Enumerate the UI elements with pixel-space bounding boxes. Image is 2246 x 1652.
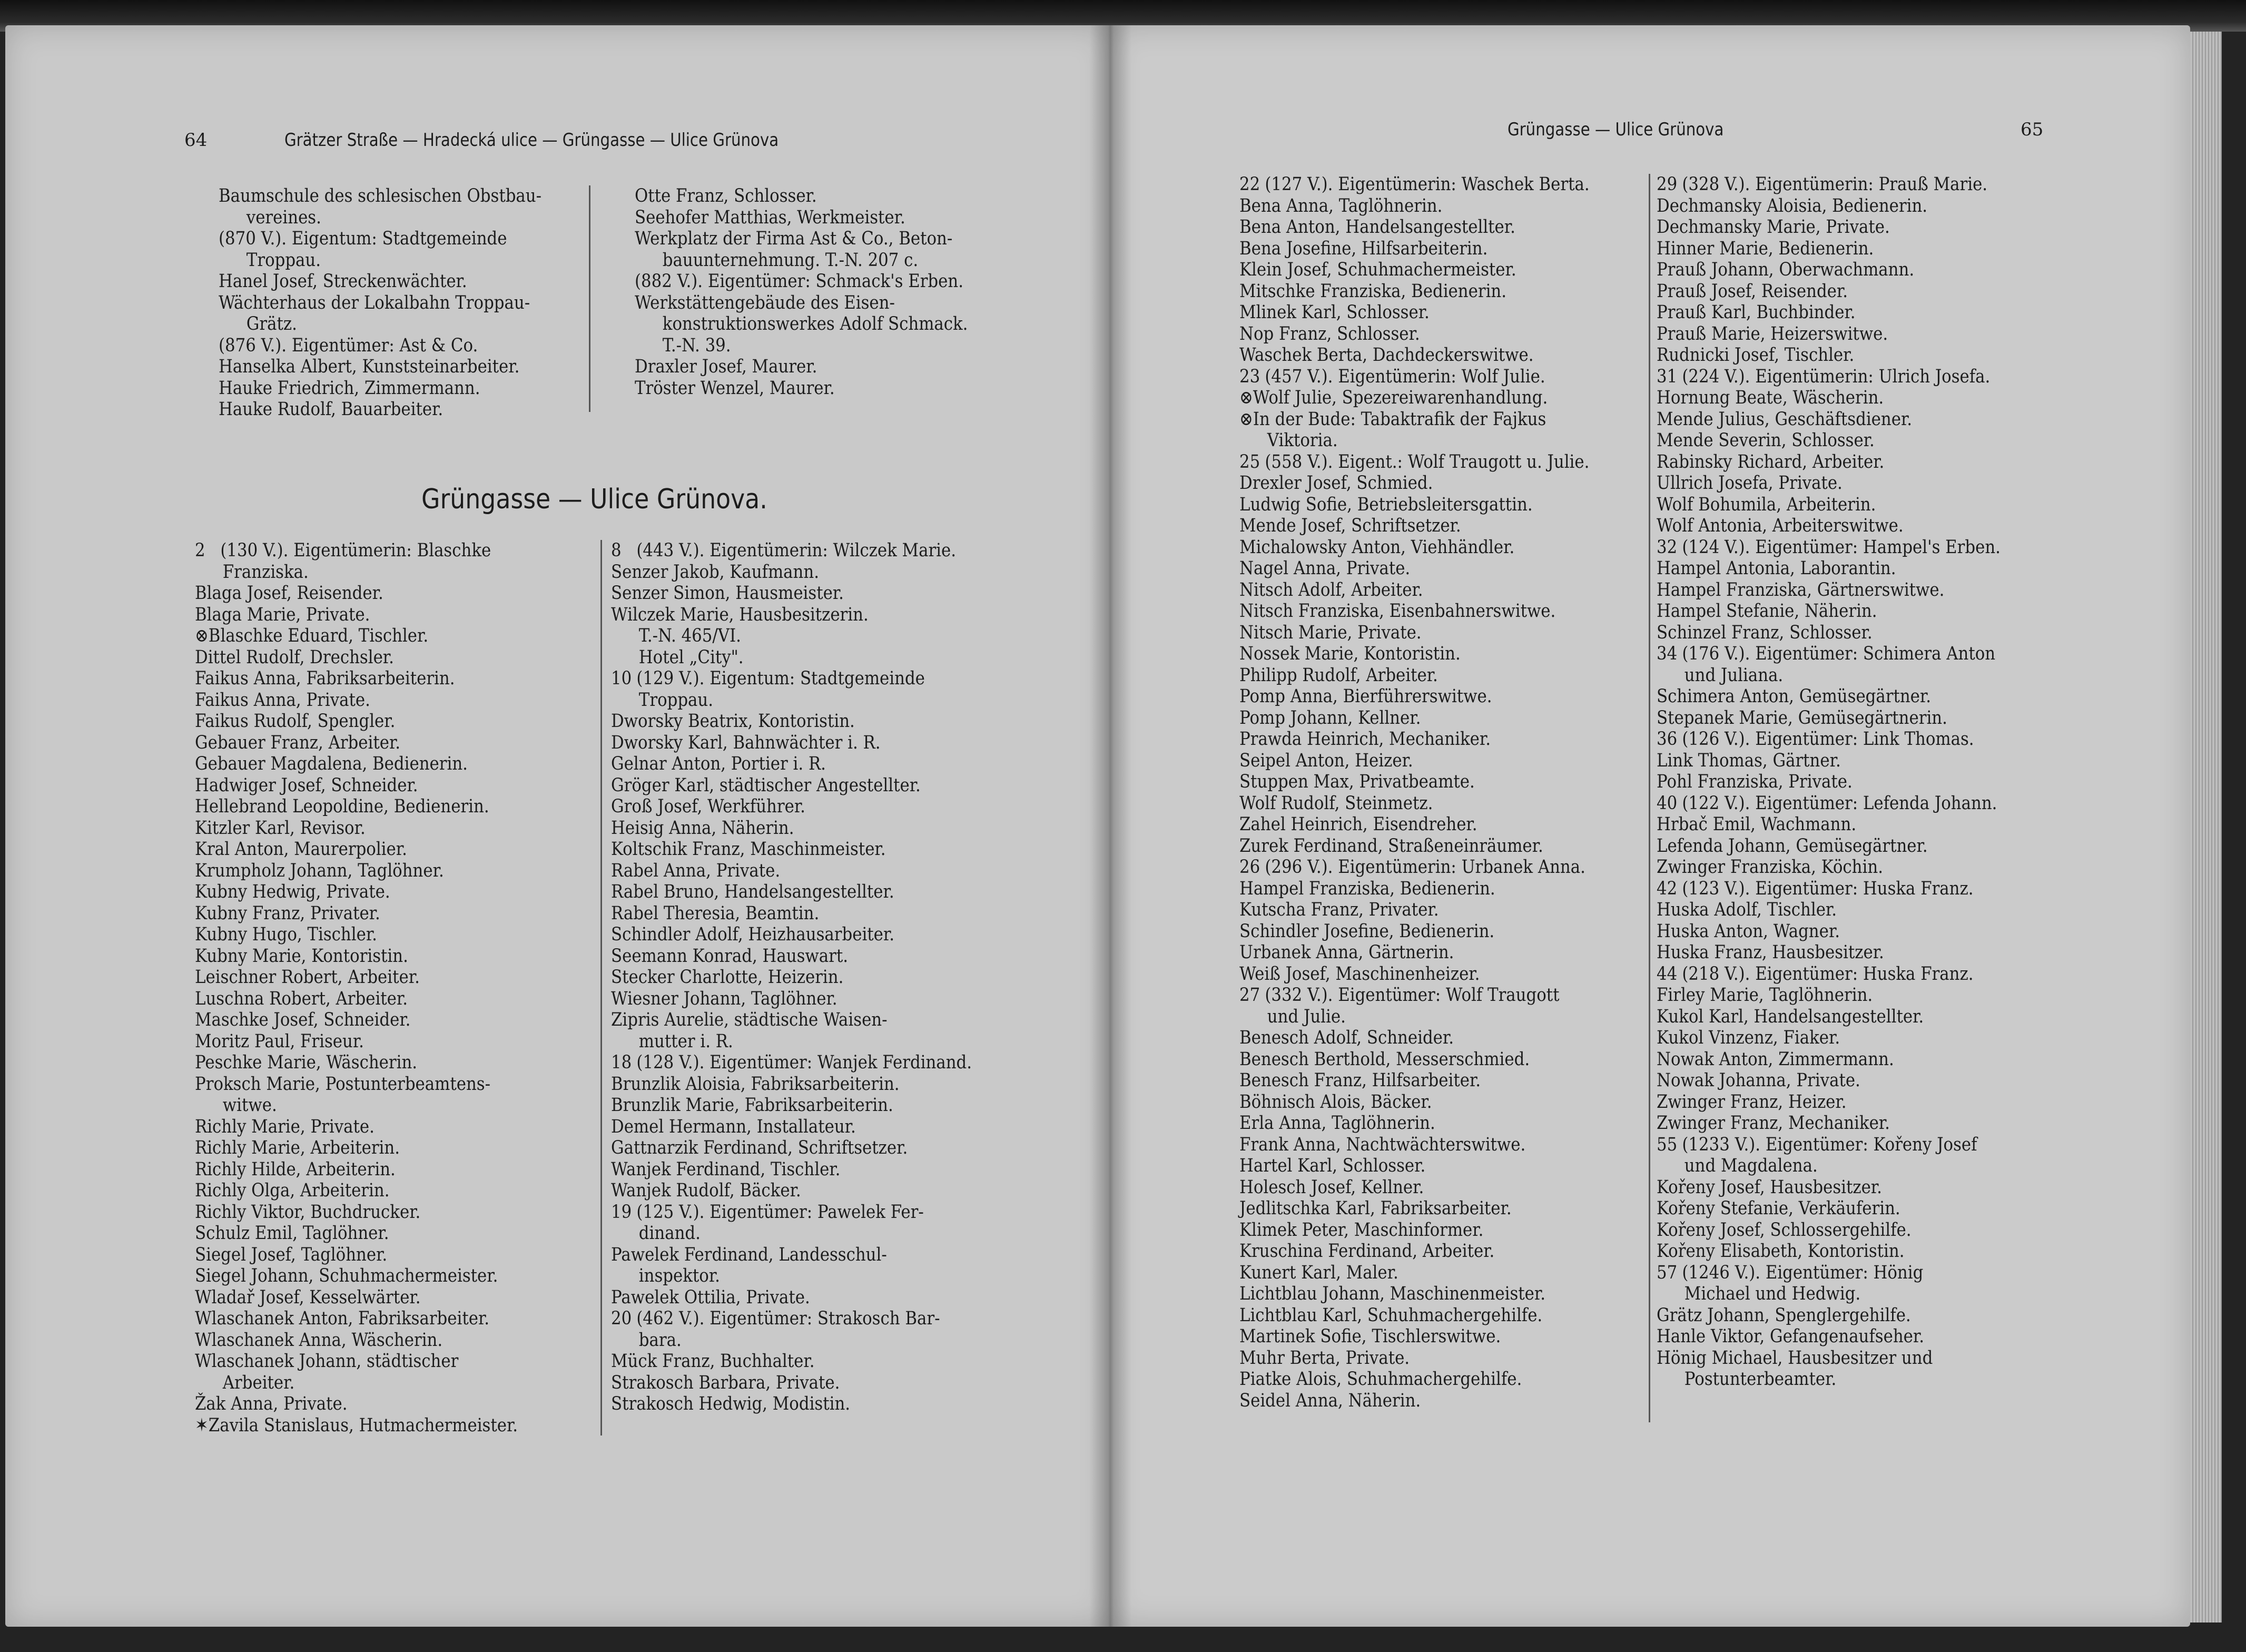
directory-line: Faikus Rudolf, Spengler. (195, 711, 396, 732)
directory-line: Kunert Karl, Maler. (1239, 1262, 1398, 1283)
directory-line: Brunzlik Aloisia, Fabriksarbeiterin. (611, 1073, 900, 1095)
directory-line: Peschke Marie, Wäscherin. (195, 1052, 418, 1073)
directory-line: Dechmansky Marie, Private. (1657, 217, 1890, 238)
directory-line: Blaga Josef, Reisender. (195, 583, 383, 604)
directory-line: Weiß Josef, Maschinenheizer. (1239, 963, 1480, 985)
directory-line: 10 (129 V.). Eigentum: Stadtgemeinde (611, 668, 925, 689)
directory-line: und Magdalena. (1684, 1155, 1818, 1176)
directory-line: Philipp Rudolf, Arbeiter. (1239, 664, 1438, 686)
directory-line: Kutscha Franz, Privater. (1239, 899, 1439, 920)
right-page-header: Grüngasse — Ulice Grünova (1508, 119, 1724, 140)
directory-line: 31 (224 V.). Eigentümerin: Ulrich Josefa. (1657, 366, 1991, 387)
directory-line: Hönig Michael, Hausbesitzer und (1657, 1347, 1933, 1369)
right-column-2 (1657, 174, 2078, 1390)
directory-line: (876 V.). Eigentümer: Ast & Co. (219, 335, 478, 356)
directory-line: Werkplatz der Firma Ast & Co., Beton- (635, 228, 953, 249)
directory-line: Huska Adolf, Tischler. (1657, 899, 1837, 920)
directory-line: Prauß Johann, Oberwachmann. (1657, 259, 1915, 280)
directory-line: Nowak Johanna, Private. (1657, 1070, 1860, 1091)
directory-line: Senzer Simon, Hausmeister. (611, 583, 844, 604)
directory-line: Nitsch Marie, Private. (1239, 622, 1422, 643)
left-column-2 (611, 540, 1011, 1415)
directory-line: Dworsky Karl, Bahnwächter i. R. (611, 732, 881, 753)
directory-line: Otte Franz, Schlosser. (635, 185, 817, 206)
directory-line: Moritz Paul, Friseur. (195, 1030, 364, 1052)
directory-line: Lichtblau Karl, Schuhmachergehilfe. (1239, 1304, 1543, 1326)
directory-line: Kořeny Stefanie, Verkäuferin. (1657, 1198, 1900, 1219)
directory-line: Kubny Hedwig, Private. (195, 881, 390, 902)
directory-line: Nitsch Franziska, Eisenbahnerswitwe. (1239, 601, 1556, 622)
directory-line: (882 V.). Eigentümer: Schmack's Erben. (635, 271, 964, 292)
directory-line: Hartel Karl, Schlosser. (1239, 1155, 1426, 1176)
directory-line: Kořeny Elisabeth, Kontoristin. (1657, 1241, 1905, 1262)
directory-line: Huska Anton, Wagner. (1657, 920, 1840, 942)
directory-line: Wolf Antonia, Arbeiterswitwe. (1657, 515, 1904, 536)
directory-line: Kořeny Josef, Hausbesitzer. (1657, 1176, 1882, 1198)
directory-line: Seemann Konrad, Hauswart. (611, 945, 849, 967)
directory-line: 19 (125 V.). Eigentümer: Pawelek Fer- (611, 1201, 924, 1223)
directory-line: Kubny Hugo, Tischler. (195, 924, 377, 945)
directory-line: Proksch Marie, Postunterbeamtens- (195, 1073, 490, 1095)
directory-line: Hanel Josef, Streckenwächter. (219, 271, 467, 292)
directory-line: Hampel Franziska, Bedienerin. (1239, 878, 1495, 899)
directory-line: Nitsch Adolf, Arbeiter. (1239, 579, 1423, 601)
directory-line: Böhnisch Alois, Bäcker. (1239, 1091, 1432, 1113)
directory-line: Wlaschanek Anton, Fabriksarbeiter. (195, 1308, 490, 1329)
directory-line: Kitzler Karl, Revisor. (195, 817, 366, 839)
directory-line: Baumschule des schlesischen Obstbau- (219, 185, 542, 206)
directory-line: Stecker Charlotte, Heizerin. (611, 967, 844, 988)
directory-line: Mende Julius, Geschäftsdiener. (1657, 408, 1913, 430)
directory-line: Grätz Johann, Spenglergehilfe. (1657, 1304, 1911, 1326)
directory-line: Wilczek Marie, Hausbesitzerin. (611, 604, 869, 625)
directory-line: Ludwig Sofie, Betriebsleitersgattin. (1239, 494, 1533, 515)
directory-line: Pawelek Ottilia, Private. (611, 1286, 810, 1308)
directory-line: Stuppen Max, Privatbeamte. (1239, 771, 1475, 792)
directory-line: Siegel Johann, Schuhmachermeister. (195, 1265, 498, 1286)
directory-line: Viktoria. (1267, 430, 1338, 451)
directory-line: Schimera Anton, Gemüsegärtner. (1657, 686, 1932, 707)
left-page-number: 64 (184, 130, 208, 151)
directory-line: bauunternehmung. T.-N. 207 c. (662, 249, 919, 271)
directory-line: Prauß Karl, Buchbinder. (1657, 302, 1856, 323)
directory-line: Kral Anton, Maurerpolier. (195, 839, 407, 860)
directory-line: Frank Anna, Nachtwächterswitwe. (1239, 1134, 1526, 1155)
directory-line: Grätz. (246, 313, 297, 335)
directory-line: Piatke Alois, Schuhmachergehilfe. (1239, 1369, 1522, 1390)
directory-line: Klein Josef, Schuhmachermeister. (1239, 259, 1516, 280)
directory-line: Kukol Karl, Handelsangestellter. (1657, 1006, 1924, 1027)
directory-line: Zwinger Franz, Mechaniker. (1657, 1113, 1890, 1134)
directory-line: 25 (558 V.). Eigent.: Wolf Traugott u. Julie. (1239, 451, 1590, 473)
directory-line: 57 (1246 V.). Eigentümer: Hönig (1657, 1262, 1924, 1283)
directory-line: Bena Anton, Handelsangestellter. (1239, 217, 1515, 238)
directory-line: Nossek Marie, Kontoristin. (1239, 643, 1461, 664)
directory-line: Schindler Josefine, Bedienerin. (1239, 920, 1495, 942)
directory-line: Zahel Heinrich, Eisendreher. (1239, 814, 1477, 835)
directory-line: Faikus Anna, Fabriksarbeiterin. (195, 668, 455, 689)
directory-line: Pohl Franziska, Private. (1657, 771, 1853, 792)
directory-line: bara. (638, 1329, 682, 1351)
directory-line: Strakosch Barbara, Private. (611, 1372, 840, 1393)
directory-line: Žak Anna, Private. (195, 1393, 348, 1414)
directory-line: T.-N. 465/VI. (638, 625, 741, 646)
directory-line: Dittel Rudolf, Drechsler. (195, 646, 394, 668)
directory-line: ⊗Blaschke Eduard, Tischler. (195, 625, 429, 646)
directory-line: Muhr Berta, Private. (1239, 1347, 1410, 1369)
directory-line: Mlinek Karl, Schlosser. (1239, 302, 1430, 323)
left-top-column-1 (219, 185, 577, 420)
directory-line: Troppau. (638, 689, 714, 711)
directory-line: Richly Marie, Private. (195, 1116, 375, 1137)
directory-line: Stepanek Marie, Gemüsegärtnerin. (1657, 707, 1947, 729)
directory-line: 40 (122 V.). Eigentümer: Lefenda Johann. (1657, 792, 1997, 814)
directory-line: Drexler Josef, Schmied. (1239, 473, 1433, 494)
directory-line: Rabinsky Richard, Arbeiter. (1657, 451, 1885, 473)
directory-line: 22 (127 V.). Eigentümerin: Waschek Berta. (1239, 174, 1590, 195)
directory-line: Franziska. (222, 561, 309, 583)
directory-line: Koltschik Franz, Maschinmeister. (611, 839, 886, 860)
directory-line: Nowak Anton, Zimmermann. (1657, 1048, 1894, 1070)
directory-line: Blaga Marie, Private. (195, 604, 370, 625)
directory-line: konstruktionswerkes Adolf Schmack. (662, 313, 968, 335)
directory-line: Strakosch Hedwig, Modistin. (611, 1393, 851, 1414)
directory-line: Kubny Franz, Privater. (195, 902, 380, 924)
directory-line: Mück Franz, Buchhalter. (611, 1351, 815, 1372)
directory-line: Klimek Peter, Maschinformer. (1239, 1219, 1484, 1241)
directory-line: 23 (457 V.). Eigentümerin: Wolf Julie. (1239, 366, 1545, 387)
directory-line: Luschna Robert, Arbeiter. (195, 988, 408, 1009)
directory-line: Kruschina Ferdinand, Arbeiter. (1239, 1241, 1495, 1262)
directory-line: Gebauer Magdalena, Bedienerin. (195, 753, 468, 774)
directory-line: Hauke Rudolf, Bauarbeiter. (219, 399, 444, 420)
directory-line: T.-N. 39. (662, 335, 731, 356)
directory-line: Gebauer Franz, Arbeiter. (195, 732, 401, 753)
directory-line: Michalowsky Anton, Viehhändler. (1239, 536, 1515, 558)
directory-line: Richly Olga, Arbeiterin. (195, 1180, 390, 1201)
directory-line: witwe. (222, 1095, 277, 1116)
column-divider (1649, 174, 1650, 1422)
directory-line: Benesch Franz, Hilfsarbeiter. (1239, 1070, 1481, 1091)
directory-line: Hellebrand Leopoldine, Bedienerin. (195, 796, 489, 817)
directory-line: 36 (126 V.). Eigentümer: Link Thomas. (1657, 729, 1974, 750)
directory-line: Erla Anna, Taglöhnerin. (1239, 1113, 1435, 1134)
directory-line: Groß Josef, Werkführer. (611, 796, 805, 817)
directory-line: Wanjek Rudolf, Bäcker. (611, 1180, 801, 1201)
directory-line: 8 (443 V.). Eigentümerin: Wilczek Marie. (611, 540, 957, 561)
directory-line: Pomp Johann, Kellner. (1239, 707, 1421, 729)
directory-line: 55 (1233 V.). Eigentümer: Kořeny Josef (1657, 1134, 1977, 1155)
directory-line: Richly Hilde, Arbeiterin. (195, 1158, 396, 1180)
directory-line: Holesch Josef, Kellner. (1239, 1176, 1424, 1198)
directory-line: Rabel Bruno, Handelsangestellter. (611, 881, 894, 902)
directory-line: Kukol Vinzenz, Fiaker. (1657, 1027, 1840, 1048)
directory-line: Gelnar Anton, Portier i. R. (611, 753, 826, 774)
directory-line: Faikus Anna, Private. (195, 689, 370, 711)
directory-line: Dworsky Beatrix, Kontoristin. (611, 711, 855, 732)
directory-line: Rudnicki Josef, Tischler. (1657, 345, 1855, 366)
directory-line: Arbeiter. (222, 1372, 295, 1393)
column-divider (589, 185, 590, 412)
directory-line: Prawda Heinrich, Mechaniker. (1239, 729, 1491, 750)
directory-line: Wächterhaus der Lokalbahn Troppau- (219, 292, 530, 313)
directory-line: Wanjek Ferdinand, Tischler. (611, 1158, 841, 1180)
directory-line: Seehofer Matthias, Werkmeister. (635, 206, 905, 228)
directory-line: Huska Franz, Hausbesitzer. (1657, 942, 1884, 963)
directory-line: 44 (218 V.). Eigentümer: Huska Franz. (1657, 963, 1974, 985)
directory-line: 27 (332 V.). Eigentümer: Wolf Traugott (1239, 985, 1560, 1006)
directory-line: Hrbač Emil, Wachmann. (1657, 814, 1857, 835)
directory-line: Seidel Anna, Näherin. (1239, 1390, 1421, 1411)
directory-line: Wladař Josef, Kesselwärter. (195, 1286, 421, 1308)
directory-line: 20 (462 V.). Eigentümer: Strakosch Bar- (611, 1308, 940, 1329)
directory-line: Mende Severin, Schlosser. (1657, 430, 1875, 451)
directory-line: ✶Zavila Stanislaus, Hutmachermeister. (195, 1414, 518, 1436)
directory-line: Nagel Anna, Private. (1239, 558, 1411, 579)
directory-line: Zipris Aurelie, städtische Waisen- (611, 1009, 888, 1030)
directory-line: Rabel Theresia, Beamtin. (611, 902, 820, 924)
directory-line: Zwinger Franz, Heizer. (1657, 1091, 1847, 1113)
directory-line: und Julie. (1267, 1006, 1346, 1027)
directory-line: 34 (176 V.). Eigentümer: Schimera Anton (1657, 643, 1996, 664)
directory-line: Kořeny Josef, Schlossergehilfe. (1657, 1219, 1912, 1241)
directory-line: inspektor. (638, 1265, 720, 1286)
directory-line: (870 V.). Eigentum: Stadtgemeinde (219, 228, 507, 249)
directory-line: Lefenda Johann, Gemüsegärtner. (1657, 835, 1928, 857)
left-top-column-2 (635, 185, 1003, 399)
directory-line: Troppau. (246, 249, 321, 271)
directory-line: ⊗In der Bude: Tabaktrafik der Fajkus (1239, 408, 1546, 430)
directory-line: Maschke Josef, Schneider. (195, 1009, 411, 1030)
left-column-1 (195, 540, 595, 1436)
directory-line: Hanle Viktor, Gefangenaufseher. (1657, 1326, 1925, 1347)
directory-line: Mende Josef, Schriftsetzer. (1239, 515, 1461, 536)
directory-line: Firley Marie, Taglöhnerin. (1657, 985, 1873, 1006)
directory-line: Siegel Josef, Taglöhner. (195, 1244, 388, 1265)
directory-line: Krumpholz Johann, Taglöhner. (195, 860, 444, 881)
directory-line: Hotel „City". (638, 646, 744, 668)
directory-line: Richly Marie, Arbeiterin. (195, 1137, 400, 1158)
directory-line: Leischner Robert, Arbeiter. (195, 967, 420, 988)
directory-line: Waschek Berta, Dachdeckerswitwe. (1239, 345, 1534, 366)
directory-line: Wlaschanek Johann, städtischer (195, 1351, 459, 1372)
directory-line: Jedlitschka Karl, Fabriksarbeiter. (1239, 1198, 1512, 1219)
directory-line: ⊗Wolf Julie, Spezereiwarenhandlung. (1239, 387, 1548, 408)
directory-line: Schulz Emil, Taglöhner. (195, 1223, 389, 1244)
directory-line: Pawelek Ferdinand, Landesschul- (611, 1244, 887, 1265)
directory-line: dinand. (638, 1223, 701, 1244)
directory-line: Hanselka Albert, Kunststeinarbeiter. (219, 356, 520, 377)
directory-line: 2 (130 V.). Eigentümerin: Blaschke (195, 540, 491, 561)
directory-line: Wlaschanek Anna, Wäscherin. (195, 1329, 443, 1351)
directory-line: Tröster Wenzel, Maurer. (635, 377, 835, 399)
directory-line: Schindler Adolf, Heizhausarbeiter. (611, 924, 895, 945)
directory-line: Ullrich Josefa, Private. (1657, 473, 1843, 494)
page-edges (2190, 32, 2222, 1622)
directory-line: und Juliana. (1684, 664, 1784, 686)
book-spine (1089, 25, 1131, 1627)
directory-line: Michael und Hedwig. (1684, 1283, 1861, 1304)
directory-line: Pomp Anna, Bierführerswitwe. (1239, 686, 1492, 707)
directory-line: Martinek Sofie, Tischlerswitwe. (1239, 1326, 1501, 1347)
directory-line: Gröger Karl, städtischer Angestellter. (611, 774, 921, 796)
directory-line: Wolf Rudolf, Steinmetz. (1239, 792, 1433, 814)
directory-line: 29 (328 V.). Eigentümerin: Prauß Marie. (1657, 174, 1988, 195)
directory-line: Kubny Marie, Kontoristin. (195, 945, 408, 967)
directory-line: Benesch Berthold, Messerschmied. (1239, 1048, 1530, 1070)
directory-line: Hinner Marie, Bedienerin. (1657, 238, 1874, 259)
directory-line: Hadwiger Josef, Schneider. (195, 774, 418, 796)
directory-line: mutter i. R. (638, 1030, 733, 1052)
directory-line: Zurek Ferdinand, Straßeneinräumer. (1239, 835, 1543, 857)
directory-line: Mitschke Franziska, Bedienerin. (1239, 280, 1507, 302)
directory-line: Demel Hermann, Installateur. (611, 1116, 856, 1137)
directory-line: Prauß Josef, Reisender. (1657, 280, 1848, 302)
directory-line: Hampel Stefanie, Näherin. (1657, 601, 1877, 622)
section-title: Grüngasse — Ulice Grünova. (421, 484, 767, 515)
directory-line: Dechmansky Aloisia, Bedienerin. (1657, 195, 1928, 217)
directory-line: 26 (296 V.). Eigentümerin: Urbanek Anna. (1239, 857, 1585, 878)
directory-line: Nop Franz, Schlosser. (1239, 323, 1420, 345)
right-column-1 (1239, 174, 1650, 1411)
directory-line: Benesch Adolf, Schneider. (1239, 1027, 1454, 1048)
directory-line: Bena Anna, Taglöhnerin. (1239, 195, 1443, 217)
directory-line: Hornung Beate, Wäscherin. (1657, 387, 1884, 408)
directory-line: Brunzlik Marie, Fabriksarbeiterin. (611, 1095, 893, 1116)
directory-line: Schinzel Franz, Schlosser. (1657, 622, 1873, 643)
directory-line: Senzer Jakob, Kaufmann. (611, 561, 819, 583)
directory-line: 42 (123 V.). Eigentümer: Huska Franz. (1657, 878, 1974, 899)
directory-line: Prauß Marie, Heizerswitwe. (1657, 323, 1888, 345)
directory-line: Bena Josefine, Hilfsarbeiterin. (1239, 238, 1488, 259)
directory-line: Wolf Bohumila, Arbeiterin. (1657, 494, 1876, 515)
directory-line: Hampel Antonia, Laborantin. (1657, 558, 1896, 579)
directory-line: Wiesner Johann, Taglöhner. (611, 988, 838, 1009)
directory-line: Gattnarzik Ferdinand, Schriftsetzer. (611, 1137, 908, 1158)
directory-line: Seipel Anton, Heizer. (1239, 750, 1413, 771)
directory-line: Hauke Friedrich, Zimmermann. (219, 377, 480, 399)
directory-line: Lichtblau Johann, Maschinenmeister. (1239, 1283, 1546, 1304)
directory-line: 32 (124 V.). Eigentümer: Hampel's Erben. (1657, 536, 2001, 558)
directory-line: Postunterbeamter. (1684, 1369, 1837, 1390)
directory-line: Richly Viktor, Buchdrucker. (195, 1201, 421, 1223)
directory-line: Hampel Franziska, Gärtnerswitwe. (1657, 579, 1945, 601)
column-divider (600, 540, 602, 1435)
left-page-header: Grätzer Straße — Hradecká ulice — Grüngasse — Ulice Grünova (284, 130, 779, 151)
directory-line: Heisig Anna, Näherin. (611, 817, 794, 839)
directory-line: Link Thomas, Gärtner. (1657, 750, 1841, 771)
directory-line: Draxler Josef, Maurer. (635, 356, 817, 377)
directory-line: vereines. (246, 206, 321, 228)
directory-line: Rabel Anna, Private. (611, 860, 781, 881)
directory-line: Urbanek Anna, Gärtnerin. (1239, 942, 1454, 963)
directory-line: Zwinger Franziska, Köchin. (1657, 857, 1883, 878)
right-page-number: 65 (2021, 119, 2044, 140)
directory-line: 18 (128 V.). Eigentümer: Wanjek Ferdinand. (611, 1052, 972, 1073)
directory-line: Werkstättengebäude des Eisen- (635, 292, 895, 313)
